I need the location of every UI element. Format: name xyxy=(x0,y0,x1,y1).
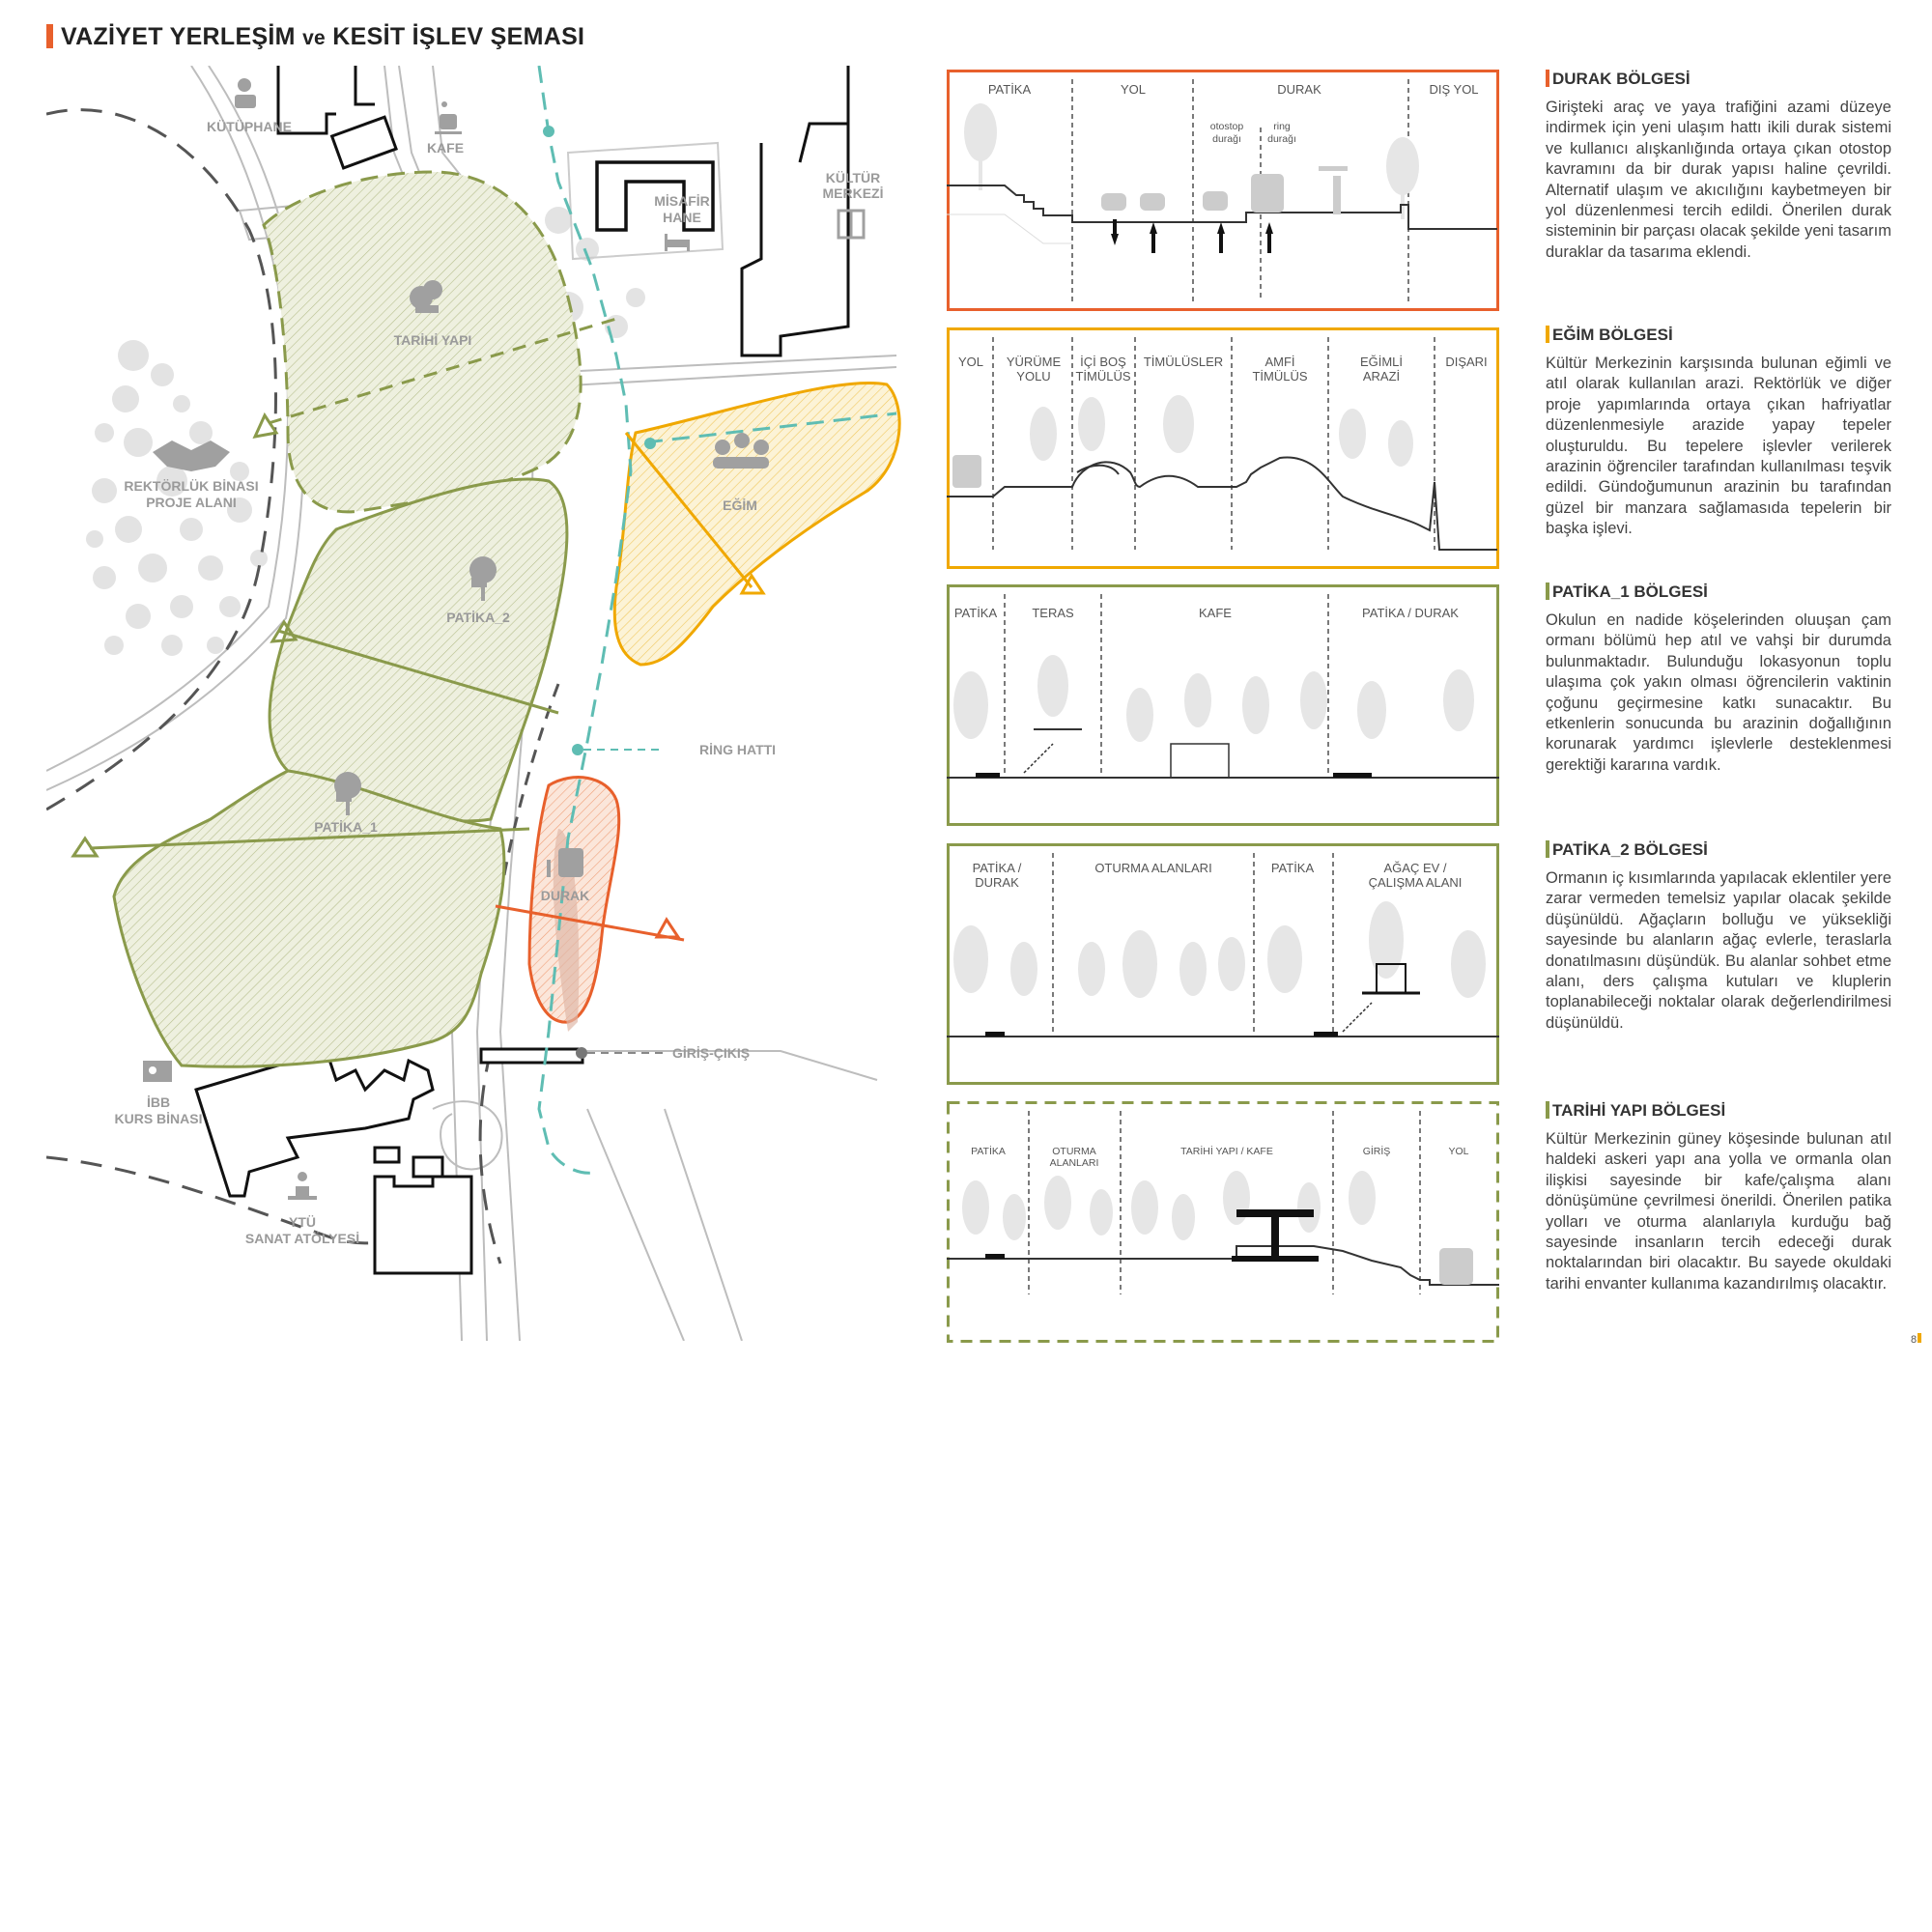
label-ibb-1: İBB xyxy=(146,1094,171,1110)
egim-col-4: TİMÜLÜSLER xyxy=(1143,355,1224,369)
desc-patika-1-text: Okulun en nadide köşelerinden oluuşan çam ormanı bölümü hep atıl ve vahşi bir durumda bulunmaktadır. Bulunduğu lokasyonun toplu ulaşıma çok yakın olması öğrencilerin vaktinin çoğunu geçirmesine katkı sunacaktır. Bu etkenlerin sonucunda bu arazinin doğallığının korunarak yardımcı işlevlerle desteklenmesi gerektiği kararına vardık. xyxy=(1546,611,1891,774)
egim-col-5a: AMFİ xyxy=(1264,355,1295,369)
label-ytu-2: SANAT ATÖLYESİ xyxy=(244,1231,360,1246)
label-kutuphane: KÜTÜPHANE xyxy=(207,119,292,134)
desc-patika-2 xyxy=(1546,840,1891,1034)
patika2-col-2: OTURMA ALANLARI xyxy=(1094,861,1212,875)
section-patika-1 xyxy=(947,584,1499,826)
desc-egim xyxy=(1546,326,1891,540)
label-patika-1: PATİKA_1 xyxy=(314,819,378,835)
page-title: VAZİYET YERLEŞİM ve KESİT İŞLEV ŞEMASI xyxy=(46,23,584,51)
tarihi-col-4: GİRİŞ xyxy=(1362,1146,1391,1157)
svg-text:durağı: durağı xyxy=(1267,133,1296,145)
handshake-icon xyxy=(153,440,230,471)
site-plan xyxy=(46,66,916,1341)
label-kultur-1: KÜLTÜR xyxy=(825,170,881,185)
teacher-icon xyxy=(143,1061,172,1082)
egim-col-7: DIŞARI xyxy=(1445,355,1488,369)
door-icon xyxy=(838,211,864,238)
label-ibb-2: KURS BİNASI xyxy=(114,1111,203,1126)
egim-col-6a: EĞİMLİ xyxy=(1359,355,1404,369)
tarihi-col-2a: OTURMA xyxy=(1052,1146,1096,1157)
tarihi-col-2b: ALANLARI xyxy=(1049,1157,1099,1169)
label-patika-2: PATİKA_2 xyxy=(446,610,510,625)
desc-patika-1-title: PATİKA_1 BÖLGESİ xyxy=(1546,582,1891,602)
durak-col-yol: YOL xyxy=(1120,82,1147,97)
desc-durak xyxy=(1546,70,1891,263)
patika1-col-1: PATİKA xyxy=(953,606,998,620)
label-giris-cikis: GİRİŞ-ÇIKIŞ xyxy=(672,1045,751,1061)
label-ring-hatti: RİNG HATTI xyxy=(699,742,777,757)
svg-text:ring: ring xyxy=(1273,121,1291,132)
egim-col-2a: YÜRÜME xyxy=(1006,355,1062,369)
patika1-col-3: KAFE xyxy=(1199,606,1232,620)
art-icon xyxy=(288,1172,317,1200)
svg-text:durağı: durağı xyxy=(1212,133,1241,145)
desc-durak-text: Girişteki araç ve yaya trafiğini azami düzeye indirmek için yeni ulaşım hattı ikili durak sistemi ve kullanıcı alışkanlığında ortaya çıkan otostop kavramını da bir durak yapısı haline çevrildi. Alternatif ulaşım ve akıcılığını kaybetmeyen bir yol düzenlenmesi tercih edildi. Önerilen durak sisteminin bir parçası olacak şekilde yeni tasarım duraklar da tasarıma eklendi. xyxy=(1546,99,1891,261)
patika1-col-2: TERAS xyxy=(1032,606,1074,620)
desc-egim-text: Kültür Merkezinin karşısında bulunan eğimli ve atıl olarak kullanılan arazi. Rektörlük ve diğer proje yapımlarında ortaya çıkan hafriyatlar düzenlenmesiyle arazide yapay tepeler oluşturuldu. Bu tepelere işlevler verilerek arazinin öğrenciler tarafından kullanılması teşvik edildi. Gündoğumunun arazinin bu tarafından güzel bir manzara sağlamasıda tepelerin bir başka işlevi. xyxy=(1546,355,1891,538)
desc-durak-title: DURAK BÖLGESİ xyxy=(1546,70,1891,89)
bed-icon xyxy=(665,234,690,251)
desc-patika-1 xyxy=(1546,582,1891,776)
title-accent-bar xyxy=(46,24,53,48)
label-ytu-1: YTÜ xyxy=(289,1214,316,1230)
zone-patika-1 xyxy=(114,771,504,1066)
desc-tarihi-yapi-title: TARİHİ YAPI BÖLGESİ xyxy=(1546,1101,1891,1121)
label-egim: EĞİM xyxy=(723,497,757,513)
desc-egim-title: EĞİM BÖLGESİ xyxy=(1546,326,1891,345)
durak-col-durak: DURAK xyxy=(1277,82,1321,97)
ring-stop-hatti xyxy=(572,744,583,755)
svg-text:otostop: otostop xyxy=(1209,121,1244,132)
tarihi-col-1: PATİKA xyxy=(971,1146,1006,1157)
egim-col-3a: İÇİ BOŞ xyxy=(1080,355,1126,369)
desc-tarihi-yapi xyxy=(1546,1101,1891,1294)
label-kafe: KAFE xyxy=(426,140,465,156)
patika2-col-4b: ÇALIŞMA ALANI xyxy=(1368,875,1463,890)
ring-stop-egim xyxy=(644,438,656,449)
patika2-col-1b: DURAK xyxy=(975,875,1019,890)
desc-patika-2-title: PATİKA_2 BÖLGESİ xyxy=(1546,840,1891,860)
desc-tarihi-yapi-text: Kültür Merkezinin güney köşesinde bulunan atıl haldeki askeri yapı ana yolla ve ormanla olan ilişkisi sayesinde bir kafe/çalışma alanı dönüşümüne çevrilmesi önerildi. Önerilen patika yolları ve oturma alanlarıyla kurduğu bağ sayesinde insanların tercih edeceği durak noktalarından biri olacaktır. Bu sayede okuldaki tarihi envanter kullanıma kazandırılmış olacaktır. xyxy=(1546,1130,1891,1293)
label-rektorluk-1: REKTÖRLÜK BİNASI xyxy=(124,478,259,494)
label-durak: DURAK xyxy=(540,888,590,903)
ring-stop-north xyxy=(543,126,554,137)
patika2-col-1a: PATİKA / xyxy=(972,861,1022,875)
section-patika-2 xyxy=(947,843,1499,1085)
label-misafir-1: MİSAFİR xyxy=(654,193,710,209)
section-egim xyxy=(947,327,1499,569)
egim-col-1: YOL xyxy=(957,355,984,369)
label-tarihi-yapi: TARİHİ YAPI xyxy=(393,332,472,348)
patika2-col-3: PATİKA xyxy=(1270,861,1315,875)
label-kultur-2: MERKEZİ xyxy=(822,185,884,201)
egim-col-6b: ARAZİ xyxy=(1362,369,1401,384)
tarihi-col-3: TARİHİ YAPI / KAFE xyxy=(1180,1146,1273,1157)
egim-col-3b: TİMÜLÜS xyxy=(1075,369,1131,384)
patika1-col-4: PATİKA / DURAK xyxy=(1362,606,1459,620)
label-rektorluk-2: PROJE ALANI xyxy=(146,495,237,510)
library-icon xyxy=(235,78,256,108)
egim-col-5b: TİMÜLÜS xyxy=(1252,369,1308,384)
desc-patika-2-text: Ormanın iç kısımlarında yapılacak eklentiler yere zarar vermeden temelsiz yapılar olacak şekilde düşünüldü. Ağaçların bolluğu ve yüksekliği sayesinde bu alanların ağaç evlerle, teraslarla donatılmasını düşündük. Bu alanlar sohbet etme alanı, ders çalışma kutuları ve kluplerin toplanabileceği noktalar olarak değerlendirilmesi düşünüldü. xyxy=(1546,869,1891,1032)
egim-col-2b: YOLU xyxy=(1016,369,1051,384)
label-misafir-2: HANE xyxy=(663,210,701,225)
durak-col-patika: PATİKA xyxy=(987,82,1032,97)
page-number: 8 xyxy=(1911,1333,1921,1346)
zone-patika-2 xyxy=(270,479,567,821)
tarihi-col-5: YOL xyxy=(1448,1146,1469,1157)
patika2-col-4a: AĞAÇ EV / xyxy=(1383,861,1447,875)
section-durak xyxy=(947,70,1499,311)
zone-egim xyxy=(614,383,899,665)
durak-col-dis-yol: DIŞ YOL xyxy=(1429,82,1479,97)
section-tarihi-yapi xyxy=(947,1101,1499,1343)
